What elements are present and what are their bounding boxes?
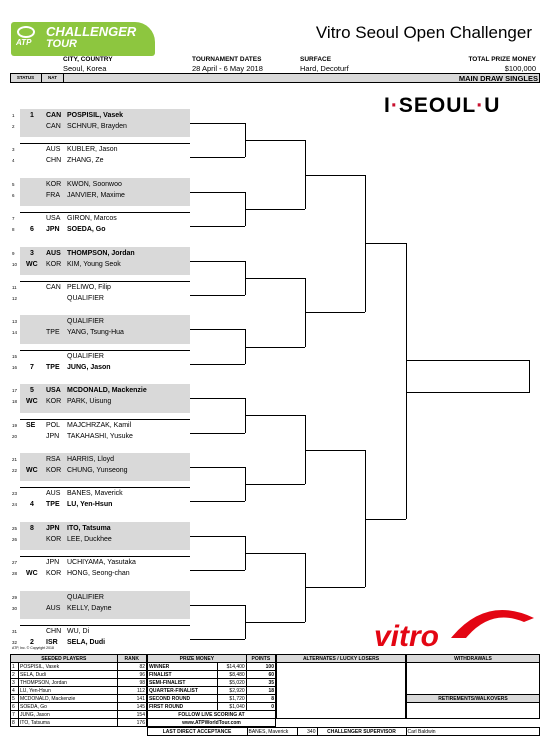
seed-rank: 112 [117,687,147,695]
bracket-line [365,519,406,520]
seoul-dot-2: · [476,94,485,117]
seed-row [11,695,147,703]
bracket-line [190,295,245,296]
seoul-dot-1: · [390,94,399,117]
bracket-line [245,484,305,485]
player-name: MCDONALD, Mackenzie [67,387,147,395]
city-value: Seoul, Korea [63,64,107,73]
bracket-line [245,278,305,279]
player-nat: JPN [46,432,60,440]
player-name: JUNG, Jason [67,363,111,371]
seoul-left: I [384,94,391,117]
status-cell: WC [26,260,38,268]
line-number: 19 [12,422,18,428]
bracket-line [245,140,305,141]
bracket-line [190,157,245,158]
alternates-header: ALTERNATES / LUCKY LOSERS [277,655,406,663]
champion-box [406,360,530,393]
prize-money: $8,480 [218,671,247,679]
player-nat: KOR [46,260,62,268]
prize-points: 35 [246,679,275,687]
player-nat: AUS [46,249,61,257]
seeded-players-table [10,654,147,727]
bracket-line [190,639,245,640]
seed-row [11,703,147,711]
seed-rank: 176 [117,719,147,727]
seed-number: 8 [30,524,34,532]
line-number: 21 [12,457,18,462]
player-name: SELA, Dudi [67,639,106,646]
tennis-ball-icon [17,26,35,38]
iseoulu-logo [384,94,500,118]
logo-line2: TOUR [46,38,77,50]
surface-label: SURFACE [300,56,332,63]
seed-no: 1 [11,663,19,671]
line-number: 20 [12,433,18,439]
draw-separator [20,212,190,213]
seed-no: 8 [11,719,19,727]
seed-number: 2 [30,639,34,646]
alternates-table [276,654,406,719]
prize-row [148,671,276,679]
prize-round: SEMI-FINALIST [148,679,218,687]
player-nat: CHN [46,628,62,635]
seed-rank: 145 [117,703,147,711]
player-nat: KOR [46,570,62,578]
player-nat: ISR [46,639,58,646]
prize-points: 8 [246,695,275,703]
player-nat: POL [46,421,61,429]
player-name: PARK, Uisung [67,398,112,406]
player-name: SOEDA, Go [67,226,106,234]
seed-row [11,719,147,727]
vitro-logo-text: vitro [374,620,440,653]
alternates-body [277,663,406,719]
player-nat: AUS [46,604,61,612]
prize-money: $1,720 [218,695,247,703]
page-title: Vitro Seoul Open Challenger [315,23,532,42]
rank-header: RANK [117,655,147,663]
line-number: 26 [12,536,18,542]
player-name: KWON, Soonwoo [67,180,122,188]
prize-round: SECOND ROUND [148,695,218,703]
lda-label: LAST DIRECT ACCEPTANCE [147,728,247,736]
status-cell: WC [26,398,38,406]
player-nat: CAN [46,123,61,130]
player-name: QUALIFIER [67,593,104,601]
copyright: ATP, Inc. © Copyright 2018 [12,646,54,650]
line-number: 4 [12,158,15,164]
player-nat: KOR [46,180,62,188]
draw-separator [20,625,190,626]
player-name: QUALIFIER [67,295,104,302]
bracket-line [190,192,245,193]
seoul-u: U [484,94,501,117]
player-nat: TPE [46,329,60,337]
surface-value: Hard, Decoturf [300,64,349,73]
line-number: 8 [12,227,15,233]
prize-points: 60 [246,671,275,679]
line-number: 23 [12,491,18,497]
bracket-line [190,226,245,227]
line-number: 13 [12,319,18,325]
player-name: BANES, Maverick [67,490,123,498]
prize-round: FIRST ROUND [148,703,218,711]
prize-row [148,679,276,687]
bracket-line [365,243,406,244]
bracket-line [190,261,245,262]
prize-money: $5,020 [218,679,247,687]
seed-name: LU, Yen-Hsun [19,687,118,695]
prize-round: FINALIST [148,671,218,679]
prize-round: QUARTER-FINALIST [148,687,218,695]
line-number: 22 [12,468,18,473]
player-nat: RSA [46,456,61,463]
seed-name: SOEDA, Go [19,703,118,711]
bracket-line [190,501,245,502]
player-name: JANVIER, Maxime [67,191,125,199]
line-number: 5 [12,181,15,187]
line-number: 27 [12,560,18,566]
player-name: ITO, Tatsuma [67,524,111,532]
player-name: POSPISIL, Vasek [67,112,124,119]
player-nat: TPE [46,363,60,371]
seed-name: SELA, Dudi [19,671,118,679]
line-number: 24 [12,502,18,508]
seed-row [11,671,147,679]
line-number: 14 [12,330,18,336]
bracket-line [305,175,365,176]
seed-name: JUNG, Jason [19,711,118,719]
bracket-line [245,415,305,416]
live-scoring-line2: www.ATPWorldTour.com [148,719,276,727]
draw-separator [20,350,190,351]
logo-line1: CHALLENGER [46,24,137,39]
line-number: 30 [12,605,18,611]
player-name: TAKAHASHI, Yusuke [67,432,133,440]
draw-separator [20,556,190,557]
seed-row [11,679,147,687]
seed-rank: 82 [117,663,147,671]
player-name: QUALIFIER [67,318,104,326]
bracket-line [190,570,245,571]
line-number: 11 [12,285,17,290]
seeded-header: SEEDED PLAYERS [11,655,118,663]
line-number: 10 [12,261,18,267]
bracket-line [305,312,365,313]
seed-number: 3 [30,249,34,257]
line-number: 25 [12,525,18,531]
status-column-label: STATUS [10,73,42,83]
player-name: KIM, Young Seok [67,260,121,268]
supervisor-label: CHALLENGER SUPERVISOR [317,728,406,736]
player-name: THOMPSON, Jordan [67,249,135,257]
prize-money: $14,400 [218,663,247,671]
withdrawals-header: WITHDRAWALS [407,655,540,663]
bracket-line [190,329,245,330]
line-number: 9 [12,250,15,256]
seed-rank: 96 [117,671,147,679]
supervisor-value: Carl Baldwin [406,728,540,736]
prize-points: 0 [246,703,275,711]
bracket-line [245,209,305,210]
bracket-line [190,433,245,434]
seed-no: 7 [11,711,19,719]
prize-points: 100 [246,663,275,671]
status-cell: WC [26,467,38,474]
points-header: POINTS [246,655,275,663]
seed-number: 7 [30,363,34,371]
prize-header: PRIZE MONEY [148,655,247,663]
seed-rank: 141 [117,695,147,703]
player-nat: TPE [46,501,60,509]
line-number: 2 [12,124,15,129]
bracket-line [245,347,305,348]
line-number: 16 [12,364,18,370]
player-nat: CHN [46,157,62,165]
lda-value: BANES, Maverick [247,728,297,736]
draw-type-label: MAIN DRAW SINGLES [458,74,538,83]
prize-money: $2,920 [218,687,247,695]
player-nat: USA [46,387,61,395]
prize-row [148,695,276,703]
seed-row [11,687,147,695]
line-number: 15 [12,353,18,359]
player-name: PELIWO, Filip [67,284,111,291]
player-name: ZHANG, Ze [67,157,104,165]
acceptance-row [10,727,540,736]
player-nat: KOR [46,467,62,474]
prize-row [148,687,276,695]
player-nat: JPN [46,226,60,234]
prize-row [148,663,276,671]
line-number: 29 [12,594,18,600]
player-name: YANG, Tsung-Hua [67,329,124,337]
player-name: SCHNUR, Brayden [67,123,127,130]
player-nat: KOR [46,398,62,406]
line-number: 3 [12,147,15,153]
player-name: LEE, Duckhee [67,535,112,543]
player-name: KUBLER, Jason [67,146,118,154]
player-name: UCHIYAMA, Yasutaka [67,559,136,567]
line-number: 31 [12,629,18,634]
player-name: HARRIS, Lloyd [67,456,115,463]
prize-money: $1,040 [218,703,247,711]
player-nat: JPN [46,559,60,567]
draw-separator [20,487,190,488]
prize-label: TOTAL PRIZE MONEY [468,56,536,63]
dates-value: 28 April - 6 May 2018 [192,64,263,73]
seed-name: POSPISIL, Vasek [19,663,118,671]
player-nat: CAN [46,284,61,291]
seoul-mid: SEOUL [398,94,477,117]
bracket-line [190,398,245,399]
seed-no: 5 [11,695,19,703]
bracket-line [190,605,245,606]
nat-column-label: NAT [42,73,64,83]
player-name: QUALIFIER [67,352,104,360]
player-nat: FRA [46,191,60,199]
seed-row [11,663,147,671]
prize-points: 18 [246,687,275,695]
line-number: 12 [12,296,18,301]
line-number: 17 [12,388,18,394]
line-number: 7 [12,216,15,222]
seed-no: 3 [11,679,19,687]
draw-separator [20,419,190,420]
player-name: CHUNG, Yunseong [67,467,128,474]
seed-row [11,711,147,719]
player-nat: CAN [46,112,62,119]
line-number: 6 [12,192,15,198]
bracket-line [190,364,245,365]
prize-round: WINNER [148,663,218,671]
draw-separator [20,281,190,282]
line-number: 1 [12,113,15,118]
logo-atp: ATP [16,38,32,47]
player-name: KELLY, Dayne [67,604,112,612]
player-name: GIRON, Marcos [67,215,117,223]
city-label: CITY, COUNTRY [63,56,113,63]
player-name: WU, Di [67,628,90,635]
lda-rank: 340 [297,728,317,736]
seed-number: 6 [30,226,34,234]
bracket-line [245,553,305,554]
seed-name: MCDONALD, Mackenzie [19,695,118,703]
bracket-line [245,622,305,623]
player-name: MAJCHRZAK, Kamil [67,421,132,429]
seed-name: THOMPSON, Jordan [19,679,118,687]
live-scoring-line1: FOLLOW LIVE SCORING AT [148,711,276,719]
bracket-line [190,123,245,124]
withdrawals-table [406,654,540,719]
bracket-line [190,467,245,468]
draw-separator [20,143,190,144]
player-nat: AUS [46,146,61,154]
bracket-line [190,536,245,537]
seed-rank: 154 [117,711,147,719]
withdrawals-body [407,663,540,695]
player-nat: USA [46,215,61,223]
seed-number: 4 [30,501,34,509]
dates-label: TOURNAMENT DATES [192,56,262,63]
player-name: LU, Yen-Hsun [67,501,113,509]
player-nat: AUS [46,490,61,498]
seed-rank: 98 [117,679,147,687]
status-cell: SE [26,421,36,429]
bracket-line [305,450,365,451]
player-nat: KOR [46,535,62,543]
seed-no: 2 [11,671,19,679]
seed-number: 5 [30,387,34,395]
seed-no: 6 [11,703,19,711]
seed-no: 4 [11,687,19,695]
line-number: 28 [12,571,18,577]
vitro-swoosh-icon [446,600,536,640]
bracket-line [305,587,365,588]
prize-value: $100,000 [504,64,536,73]
line-number: 32 [12,640,18,645]
seed-number: 1 [30,112,34,119]
line-number: 18 [12,399,18,405]
retirements-body [407,703,540,719]
retirements-header: RETIREMENTS/WALKOVERS [407,695,540,703]
prize-money-table [147,654,276,727]
seed-name: ITO, Tatsuma [19,719,118,727]
prize-row [148,703,276,711]
player-nat: JPN [46,524,60,532]
player-name: HONG, Seong-chan [67,570,130,578]
status-cell: WC [26,570,38,578]
